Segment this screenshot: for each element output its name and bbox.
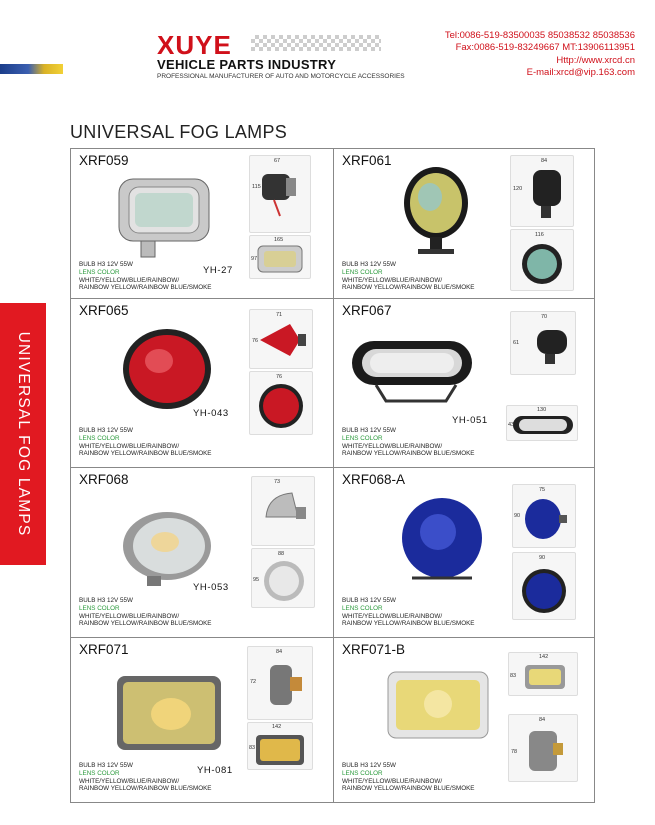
front-view-thumbnail [249, 371, 313, 435]
dimension-label: 76 [252, 338, 259, 344]
dimension-label: 73 [274, 479, 281, 485]
lens-color-options-cont: RAINBOW YELLOW/RAINBOW BLUE/SMOKE [79, 284, 212, 292]
dimension-label: 120 [513, 186, 523, 192]
product-code: YH-051 [452, 415, 488, 426]
dimension-label: 84 [276, 649, 283, 655]
lens-color-options-cont: RAINBOW YELLOW/RAINBOW BLUE/SMOKE [79, 620, 212, 628]
product-grid [70, 148, 595, 803]
side-view-thumbnail [249, 155, 311, 233]
side-view-thumbnail [249, 309, 313, 369]
dimension-label: 90 [539, 555, 546, 561]
front-view-thumbnail [247, 722, 313, 770]
lens-color-options: WHITE/YELLOW/BLUE/RAINBOW/ [79, 777, 180, 785]
lens-color-label: LENS COLOR [79, 769, 120, 777]
contact-info [445, 30, 635, 79]
side-view-thumbnail [247, 646, 313, 720]
product-model: XRF065 [79, 303, 129, 318]
side-tab-label: UNIVERSAL FOG LAMPS [15, 331, 32, 537]
dimension-label: 83 [510, 673, 517, 679]
dimension-label: 61 [513, 340, 520, 346]
side-view-thumbnail [251, 476, 315, 546]
bulb-spec: BULB H3 12V 55W [79, 762, 133, 769]
product-card[interactable] [71, 468, 333, 637]
dimension-label: 142 [272, 724, 282, 730]
side-view-thumbnail [510, 155, 574, 227]
product-card[interactable] [334, 149, 596, 298]
lens-color-options-cont: RAINBOW YELLOW/RAINBOW BLUE/SMOKE [79, 785, 212, 793]
product-specs [342, 597, 475, 628]
brand-subtitle: VEHICLE PARTS INDUSTRY [157, 57, 337, 72]
lens-color-options: WHITE/YELLOW/BLUE/RAINBOW/ [79, 442, 180, 450]
lamp-image [392, 492, 492, 592]
contact-tel: Tel:0086-519-83500035 85038532 85038536 [444, 30, 635, 41]
bulb-spec: BULB H3 12V 55W [342, 261, 396, 268]
front-view-thumbnail [249, 235, 311, 279]
product-specs [342, 261, 475, 292]
dimension-label: 72 [250, 679, 257, 685]
bulb-spec: BULB H3 12V 55W [79, 597, 133, 604]
lens-color-options-cont: RAINBOW YELLOW/RAINBOW BLUE/SMOKE [342, 450, 475, 458]
lens-color-options: WHITE/YELLOW/BLUE/RAINBOW/ [342, 276, 443, 284]
dimension-label: 115 [252, 184, 261, 190]
dimension-label: 97 [251, 256, 258, 262]
product-model: XRF067 [342, 303, 392, 318]
product-code: YH-081 [197, 765, 233, 776]
dimension-label: 75 [539, 487, 546, 493]
lens-color-options: WHITE/YELLOW/BLUE/RAINBOW/ [79, 276, 180, 284]
lens-color-label: LENS COLOR [79, 604, 120, 612]
product-model: XRF071-B [342, 642, 406, 657]
lens-color-options-cont: RAINBOW YELLOW/RAINBOW BLUE/SMOKE [342, 785, 475, 793]
decorative-stripe [0, 64, 63, 74]
front-view-thumbnail [510, 229, 574, 291]
lens-color-options-cont: RAINBOW YELLOW/RAINBOW BLUE/SMOKE [342, 284, 475, 292]
lens-color-options-cont: RAINBOW YELLOW/RAINBOW BLUE/SMOKE [342, 620, 475, 628]
dimension-label: 71 [276, 312, 283, 318]
contact-email[interactable]: E-mail:xrcd@vip.163.com [526, 66, 635, 78]
company-logo [157, 30, 405, 82]
lamp-image [346, 331, 486, 411]
product-specs [79, 427, 212, 458]
product-card[interactable] [334, 638, 596, 803]
side-view-thumbnail [508, 652, 578, 696]
bulb-spec: BULB H3 12V 55W [79, 261, 133, 268]
product-model: XRF068-A [342, 472, 406, 487]
brand-name: XUYE [157, 30, 232, 60]
dimension-label: 84 [541, 158, 548, 164]
product-specs [79, 762, 212, 793]
lens-color-label: LENS COLOR [342, 434, 383, 442]
product-code: YH-043 [193, 408, 229, 419]
lens-color-options: WHITE/YELLOW/BLUE/RAINBOW/ [342, 777, 443, 785]
lamp-image [117, 325, 217, 415]
product-card[interactable] [334, 299, 596, 467]
side-view-thumbnail [512, 484, 576, 548]
side-view-thumbnail [510, 311, 576, 375]
front-view-thumbnail [508, 714, 578, 782]
dimension-label: 90 [514, 513, 521, 519]
lens-color-label: LENS COLOR [79, 268, 120, 276]
dimension-label: 130 [537, 407, 547, 413]
product-specs [79, 597, 212, 628]
dimension-label: 67 [274, 158, 281, 164]
product-model: XRF071 [79, 642, 129, 657]
lens-color-label: LENS COLOR [342, 604, 383, 612]
bulb-spec: BULB H3 12V 55W [79, 427, 133, 434]
lamp-image [396, 163, 476, 258]
product-model: XRF068 [79, 472, 129, 487]
product-card[interactable] [334, 468, 596, 637]
product-specs [79, 261, 212, 292]
dimension-label: 88 [278, 551, 285, 557]
dimension-label: 76 [276, 374, 283, 380]
brand-tagline: PROFESSIONAL MANUFACTURER OF AUTO AND MOTORCYCLE ACCESSORIES [157, 73, 405, 80]
dimension-label: 142 [539, 654, 549, 660]
lamp-image [111, 668, 231, 758]
product-code: YH-053 [193, 582, 229, 593]
product-code: YH-27 [203, 265, 233, 276]
dimension-label: 43 [508, 422, 515, 428]
lens-color-label: LENS COLOR [342, 268, 383, 276]
lamp-image [111, 169, 221, 259]
lens-color-label: LENS COLOR [342, 769, 383, 777]
dimension-label: 70 [541, 314, 548, 320]
page-title: UNIVERSAL FOG LAMPS [70, 122, 288, 142]
dimension-label: 165 [274, 237, 284, 243]
product-card[interactable] [71, 299, 333, 467]
front-view-thumbnail [251, 548, 315, 608]
lamp-image [107, 500, 217, 590]
product-specs [342, 427, 475, 458]
side-tab [0, 303, 46, 565]
lens-color-options: WHITE/YELLOW/BLUE/RAINBOW/ [79, 612, 180, 620]
lens-color-options-cont: RAINBOW YELLOW/RAINBOW BLUE/SMOKE [79, 450, 212, 458]
product-model: XRF061 [342, 153, 392, 168]
lamp-image [384, 668, 494, 748]
bulb-spec: BULB H3 12V 55W [342, 427, 396, 434]
dimension-label: 116 [535, 232, 544, 238]
front-view-thumbnail [512, 552, 576, 620]
logo-checker-pattern [251, 35, 381, 51]
dimension-label: 83 [249, 745, 256, 751]
contact-website[interactable]: Http://www.xrcd.cn [556, 54, 635, 66]
contact-fax: Fax:0086-519-83249667 MT:13906113951 [455, 42, 635, 54]
dimension-label: 95 [253, 577, 260, 583]
bulb-spec: BULB H3 12V 55W [342, 762, 396, 769]
dimension-label: 84 [539, 717, 546, 723]
lens-color-options: WHITE/YELLOW/BLUE/RAINBOW/ [342, 612, 443, 620]
lens-color-options: WHITE/YELLOW/BLUE/RAINBOW/ [342, 442, 443, 450]
lens-color-label: LENS COLOR [79, 434, 120, 442]
bulb-spec: BULB H3 12V 55W [342, 597, 396, 604]
product-card[interactable] [71, 149, 333, 298]
product-model: XRF059 [79, 153, 129, 168]
product-specs [342, 762, 475, 793]
front-view-thumbnail [506, 405, 578, 441]
dimension-label: 78 [511, 749, 518, 755]
product-card[interactable] [71, 638, 333, 803]
